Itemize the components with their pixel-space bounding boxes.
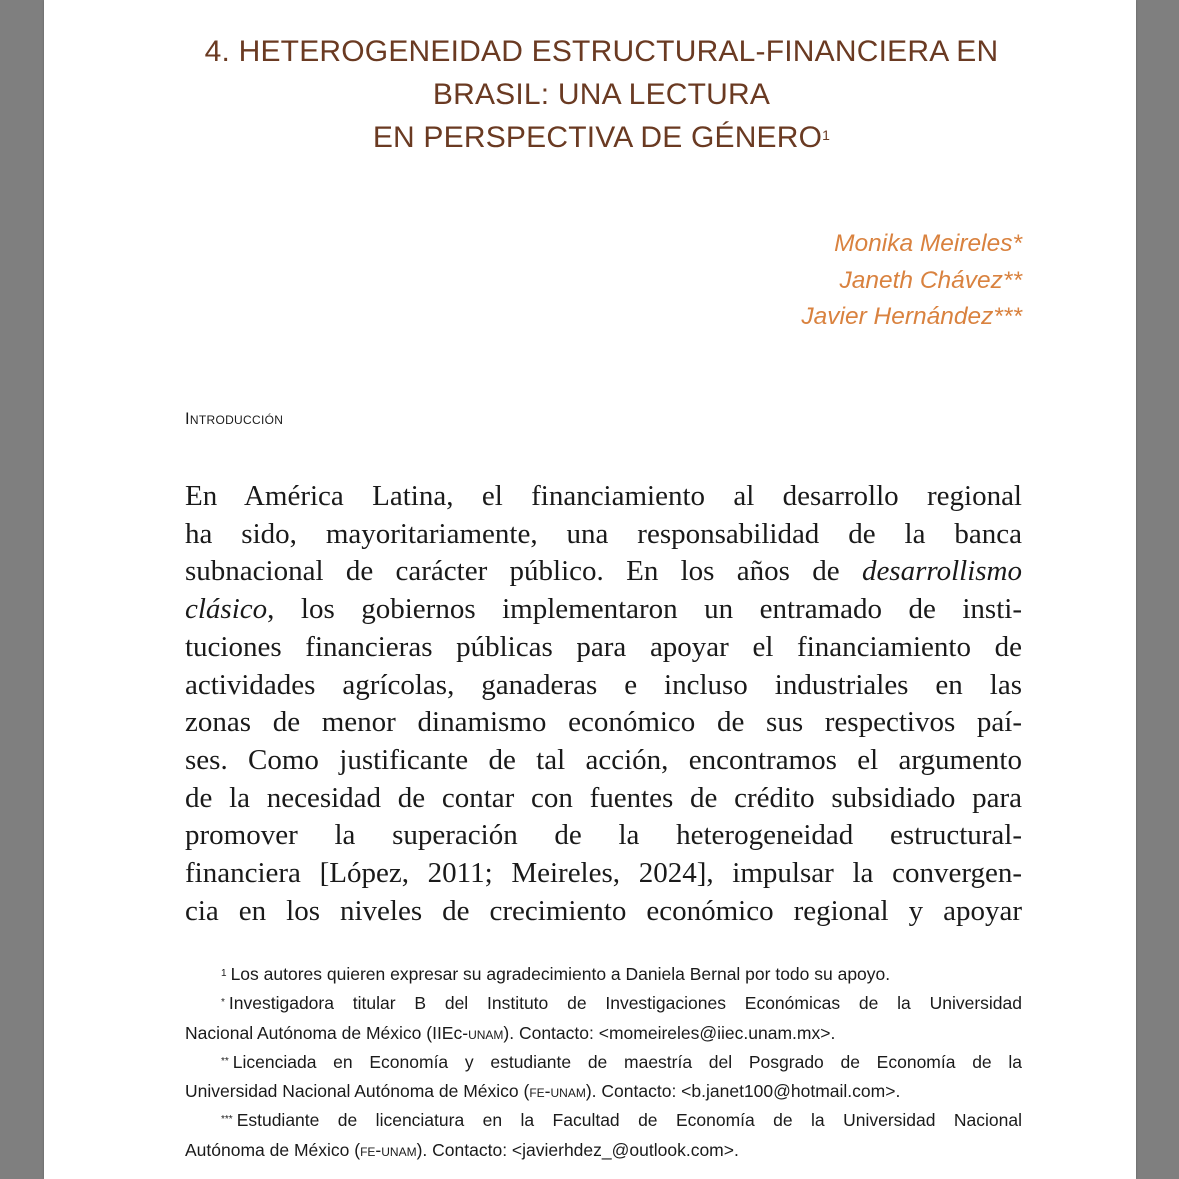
title-line-2: BRASIL: UNA LECTURA [432, 78, 771, 111]
footnote-text: Autónoma de México ( [185, 1139, 361, 1160]
footnote-text: Estudiante de licenciatura en la Facultad de Economía de la Universidad Nacional [236, 1110, 1022, 1131]
title-footnote-ref: 1 [822, 127, 831, 143]
footnote-marker: 1 [221, 968, 227, 979]
body-line: ses. Como justificante de tal acción, encontramos el argumento [185, 743, 1022, 776]
body-text-run: , los gobiernos implementaron un entramado de insti- [267, 593, 1022, 626]
body-line [185, 553, 1022, 591]
chapter-title [44, 30, 1159, 159]
footnote-4-line-2 [185, 1136, 1022, 1165]
title-line-1: 4. HETEROGENEIDAD ESTRUCTURAL-FINANCIERA EN [204, 35, 999, 68]
section-heading: Introducción [185, 410, 284, 428]
body-line: En América Latina, el financiamiento al desarrollo regional [185, 480, 1022, 512]
footnote-marker: * [221, 997, 225, 1009]
document-page [44, 0, 1136, 1179]
title-line-3-text: EN PERSPECTIVA DE GÉNERO [372, 121, 823, 154]
footnote-3-line-1 [185, 1048, 1022, 1077]
body-italic-run: clásico [185, 593, 268, 626]
footnote-4-line-1 [185, 1106, 1022, 1135]
footnote-text: Universidad Nacional Autónoma de México ( [185, 1081, 530, 1102]
body-line: cia en los niveles de crecimiento económico regional y apoyar [185, 894, 1022, 927]
body-line: financiera [López, 2011; Meireles, 2024], impulsar la convergen- [185, 857, 1022, 890]
footnote-smallcaps: fe-unam [360, 1139, 417, 1160]
footnote-text: Los autores quieren expresar su agradecimiento a Daniela Bernal por todo su apoyo. [230, 964, 891, 984]
footnote-text: Investigadora titular B del Instituto de Investigaciones Económicas de la Universidad [228, 993, 1022, 1014]
footnote-smallcaps: unam [468, 1022, 504, 1043]
footnote-text: Nacional Autónoma de México (IIEc- [185, 1022, 469, 1043]
author-3: Javier Hernández*** [801, 303, 1022, 330]
footnote-marker: *** [221, 1114, 233, 1126]
body-line: tuciones financieras públicas para apoyar el financiamiento de [185, 630, 1022, 663]
footnote-smallcaps: fe-unam [529, 1081, 586, 1102]
body-text-run: subnacional de carácter público. En los años de [185, 555, 862, 588]
footnote-marker: ** [221, 1055, 229, 1067]
footnotes [185, 960, 1022, 1165]
title-line-3 [44, 116, 1159, 159]
footnote-text: ). Contacto: <javierhdez_@outlook.com>. [416, 1139, 739, 1160]
body-paragraph [185, 478, 1022, 930]
footnote-1 [185, 960, 1022, 989]
body-line: promover la superación de la heterogeneidad estructural- [185, 819, 1022, 852]
author-list [801, 226, 1022, 336]
body-line: ha sido, mayoritariamente, una responsabilidad de la banca [185, 517, 1022, 550]
body-italic-run: desarrollismo [861, 555, 1022, 588]
body-line [185, 591, 1022, 629]
author-2: Janeth Chávez** [839, 266, 1022, 294]
body-line: zonas de menor dinamismo económico de sus respectivos paí- [185, 706, 1022, 739]
footnote-text: ). Contacto: <b.janet100@hotmail.com>. [585, 1081, 901, 1102]
body-line: actividades agrícolas, ganaderas e incluso industriales en las [185, 668, 1022, 701]
footnote-2-line-1 [185, 989, 1022, 1018]
footnote-text: ). Contacto: <momeireles@iiec.unam.mx>. [503, 1022, 836, 1043]
footnote-3-line-2 [185, 1077, 1022, 1106]
footnote-text: Licenciada en Economía y estudiante de maestría del Posgrado de Economía de la [232, 1051, 1022, 1072]
author-1: Monika Meireles* [834, 230, 1022, 257]
body-line: de la necesidad de contar con fuentes de crédito subsidiado para [185, 781, 1022, 814]
footnote-2-line-2 [185, 1019, 1022, 1048]
